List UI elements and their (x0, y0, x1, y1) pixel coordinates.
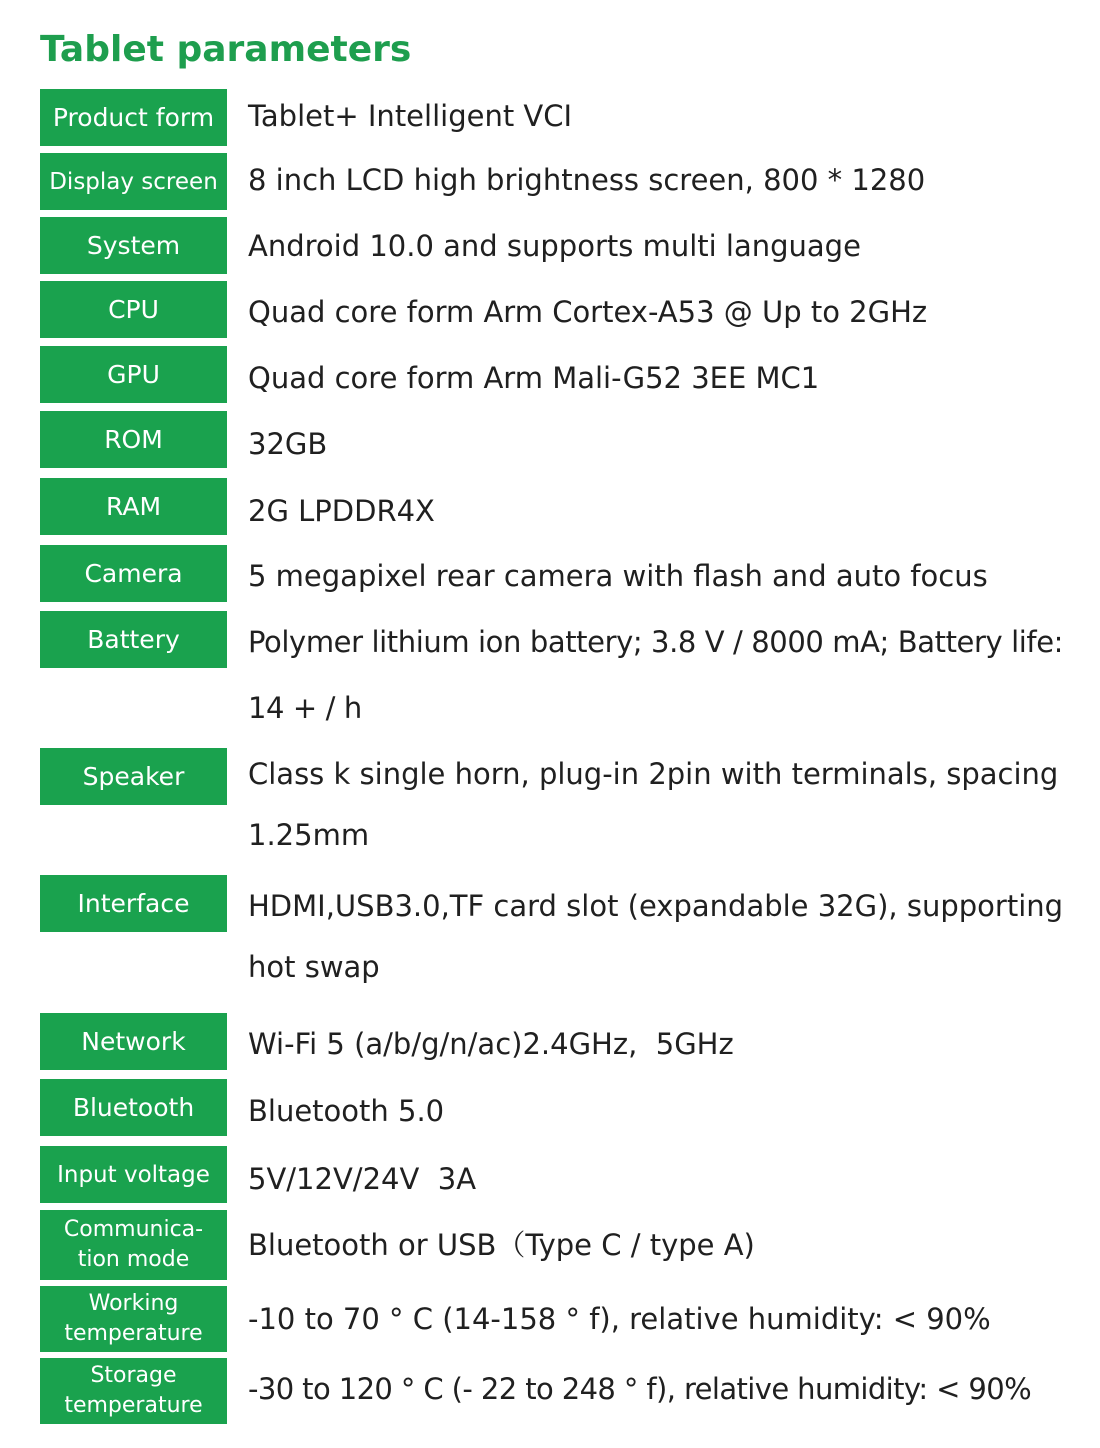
spec-row-interface (40, 875, 1100, 1005)
spec-row-cpu (40, 281, 1100, 338)
spec-value-network: Wi-Fi 5 (a/b/g/n/ac)2.4GHz, 5GHz (248, 1027, 734, 1061)
spec-label-input-voltage: Input voltage (40, 1146, 227, 1203)
spec-label-product-form: Product form (40, 89, 227, 146)
spec-label-ram: RAM (40, 478, 227, 535)
spec-value-display-screen: 8 inch LCD high brightness screen, 800 * 1280 (248, 163, 926, 197)
spec-value-communication-mode: Bluetooth or USB（Type C / type A) (248, 1228, 755, 1262)
spec-label-storage-temperature: Storage temperature (40, 1358, 227, 1424)
spec-label-battery: Battery (40, 611, 227, 668)
spec-value-system: Android 10.0 and supports multi language (248, 229, 861, 263)
spec-label-gpu: GPU (40, 346, 227, 403)
spec-value-cpu: Quad core form Arm Cortex-A53 @ Up to 2GHz (248, 295, 928, 329)
spec-label-system: System (40, 217, 227, 274)
spec-value-battery: Polymer lithium ion battery; 3.8 V / 8000 mA; Battery life: 14 + / h (248, 625, 1064, 725)
spec-label-working-temperature: Working temperature (40, 1286, 227, 1352)
spec-label-rom: ROM (40, 411, 227, 468)
spec-value-interface: HDMI,USB3.0,TF card slot (expandable 32G), supporting hot swap (248, 889, 1064, 984)
spec-label-display-screen: Display screen (40, 153, 227, 210)
spec-row-system (40, 217, 1100, 274)
spec-value-gpu: Quad core form Arm Mali-G52 3EE MC1 (248, 361, 820, 395)
spec-label-communication-mode: Communica- tion mode (40, 1210, 227, 1280)
spec-row-storage-temperature (40, 1358, 1100, 1424)
spec-row-product-form (40, 89, 1100, 146)
spec-row-input-voltage (40, 1146, 1100, 1203)
spec-label-bluetooth: Bluetooth (40, 1079, 227, 1136)
spec-value-input-voltage: 5V/12V/24V 3A (248, 1162, 477, 1196)
spec-value-bluetooth: Bluetooth 5.0 (248, 1094, 445, 1128)
spec-row-battery (40, 611, 1100, 741)
spec-row-speaker (40, 748, 1100, 868)
spec-value-camera: 5 megapixel rear camera with flash and auto focus (248, 559, 988, 593)
spec-label-cpu: CPU (40, 281, 227, 338)
page-title: Tablet parameters (40, 29, 412, 70)
spec-label-camera: Camera (40, 545, 227, 602)
spec-value-product-form: Tablet+ Intelligent VCI (248, 99, 573, 133)
spec-label-network: Network (40, 1013, 227, 1070)
spec-label-interface: Interface (40, 875, 227, 932)
spec-row-network (40, 1013, 1100, 1070)
spec-row-bluetooth (40, 1079, 1100, 1136)
spec-row-communication-mode (40, 1210, 1100, 1280)
spec-value-rom: 32GB (248, 427, 328, 461)
spec-value-working-temperature: -10 to 70 ° C (14-158 ° f), relative humidity: < 90% (248, 1302, 991, 1336)
spec-value-speaker: Class k single horn, plug-in 2pin with terminals, spacing 1.25mm (248, 757, 1059, 852)
spec-row-gpu (40, 346, 1100, 403)
spec-value-storage-temperature: -30 to 120 ° C (- 22 to 248 ° f), relative humidity: < 90% (248, 1372, 1032, 1406)
spec-row-ram (40, 478, 1100, 535)
spec-row-camera (40, 545, 1100, 602)
spec-row-rom (40, 411, 1100, 468)
spec-label-speaker: Speaker (40, 748, 227, 805)
spec-row-display-screen (40, 153, 1100, 210)
spec-row-working-temperature (40, 1286, 1100, 1352)
spec-value-ram: 2G LPDDR4X (248, 494, 435, 528)
